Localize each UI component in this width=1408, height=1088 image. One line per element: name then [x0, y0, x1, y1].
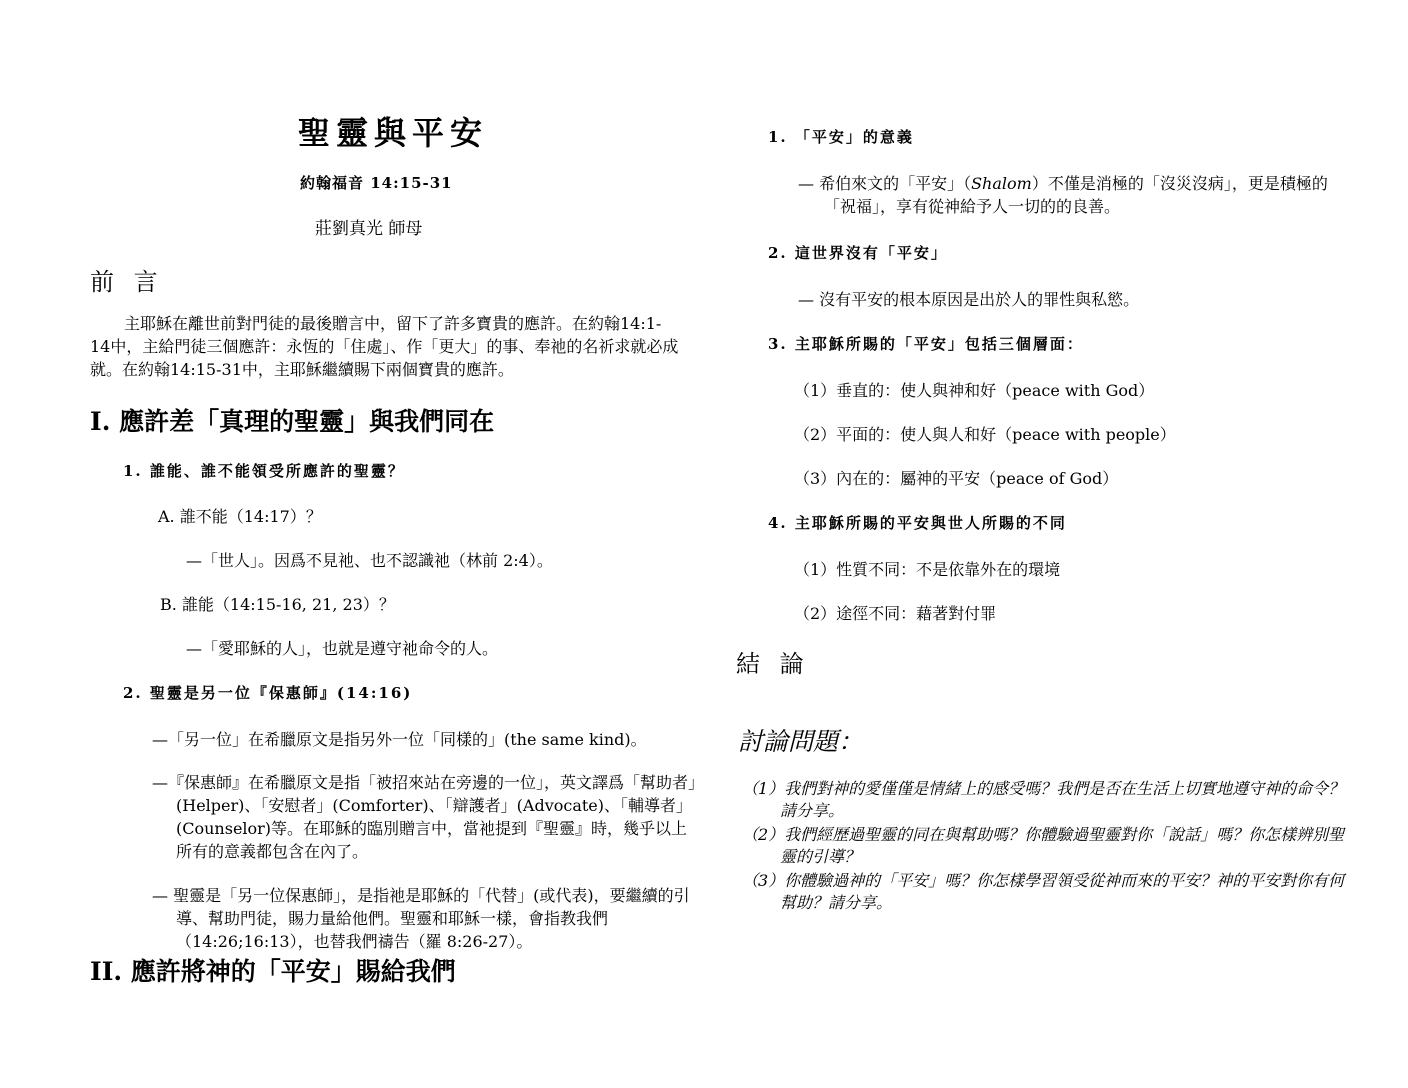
scripture-reference: 約翰福音 14:15-31 [300, 174, 453, 192]
section1-question2: 2. 聖靈是另一位『保惠師』(14:16) [123, 684, 413, 702]
section1-a-label: A. 誰不能（14:17）？ [158, 507, 322, 526]
section1-paragraph3: — 聖靈是「另一位保惠師」，是指祂是耶穌的「代替」(或代表)，要繼續的引導、幫助門徒，賜力量給他們。聖靈和耶穌一樣，會指教我們（14:26;16:13），也替我們禱告（羅 8:26-27）。 [152, 886, 690, 951]
section2-question1: 1. 「平安」的意義 [768, 128, 914, 146]
conclusion-heading: 結 論 [736, 650, 810, 678]
intro-paragraph: 主耶穌在離世前對門徒的最後贈言中，留下了許多寶貴的應許。在約翰14:1-14中，主給門徒三個應許：永恆的「住處」、作「更大」的事、奉祂的名祈求就必成就。在約翰14:15-31中，主耶穌繼續賜下兩個寶貴的應許。 [90, 314, 679, 379]
section2-q3-item: （2）平面的：使人與人和好（peace with people） [794, 425, 1176, 444]
section2-q3-item: （3）內在的：屬神的平安（peace of God） [794, 469, 1119, 488]
section2-question1-text: — 希伯來文的「平安」（Shalom）不僅是消極的「沒災沒病」，更是積極的「祝福」，享有從神給予人一切的的良善。 [798, 174, 1328, 216]
discussion-heading: 討論問題： [738, 727, 864, 756]
section1-b-label: B. 誰能（14:15-16, 21, 23）？ [160, 595, 395, 614]
page-title: 聖靈與平安 [298, 114, 489, 152]
discussion-item: （1）我們對神的愛僅僅是情緒上的感受嗎？我們是否在生活上切實地遵守神的命令？請分享。 [742, 779, 1345, 820]
section2-question4: 4. 主耶穌所賜的平安與世人所賜的不同 [768, 514, 1067, 532]
section2-q4-item: （2）途徑不同：藉著對付罪 [794, 604, 997, 623]
discussion-item: （2）我們經歷過聖靈的同在與幫助嗎？你體驗過聖靈對你「說話」嗎？你怎樣辨別聖靈的引導？ [742, 825, 1345, 866]
section2-question2: 2. 這世界沒有「平安」 [768, 244, 948, 262]
section1-a-text: —「世人」。因爲不見祂、也不認識祂（林前 2:4）。 [186, 551, 553, 570]
intro-heading: 前 言 [90, 268, 164, 296]
section2-question3: 3. 主耶穌所賜的「平安」包括三個層面： [768, 335, 1084, 353]
section1-heading: I. 應許差「真理的聖靈」與我們同在 [90, 407, 495, 436]
section2-q3-item: （1）垂直的：使人與神和好（peace with God） [794, 381, 1155, 400]
section2-question2-text: — 沒有平安的根本原因是出於人的罪性與私慾。 [798, 290, 1140, 309]
shalom-term: Shalom [971, 174, 1032, 193]
section1-b-text: —「愛耶穌的人」，也就是遵守祂命令的人。 [186, 639, 499, 658]
section1-paragraph1: —「另一位」在希臘原文是指另外一位「同樣的」(the same kind)。 [152, 730, 647, 749]
author: 莊劉真光 師母 [315, 219, 423, 239]
discussion-item: （3）你體驗過神的「平安」嗎？你怎樣學習領受從神而來的平安？神的平安對你有何幫助？請分享。 [742, 871, 1345, 912]
section1-paragraph2: —『保惠師』在希臘原文是指「被招來站在旁邊的一位」，英文譯爲「幫助者」(Helper)、「安慰者」(Comforter)、「辯護者」(Advocate)、「輔導者」(Counselor)等。在耶穌的臨別贈言中，當祂提到『聖靈』時，幾乎以上所有的意義都包含在內了。 [152, 773, 697, 861]
section2-q4-item: （1）性質不同：不是依靠外在的環境 [794, 560, 1061, 579]
section1-question1: 1. 誰能、誰不能領受所應許的聖靈？ [123, 462, 405, 480]
section2-heading: II. 應許將神的「平安」賜給我們 [90, 957, 456, 986]
